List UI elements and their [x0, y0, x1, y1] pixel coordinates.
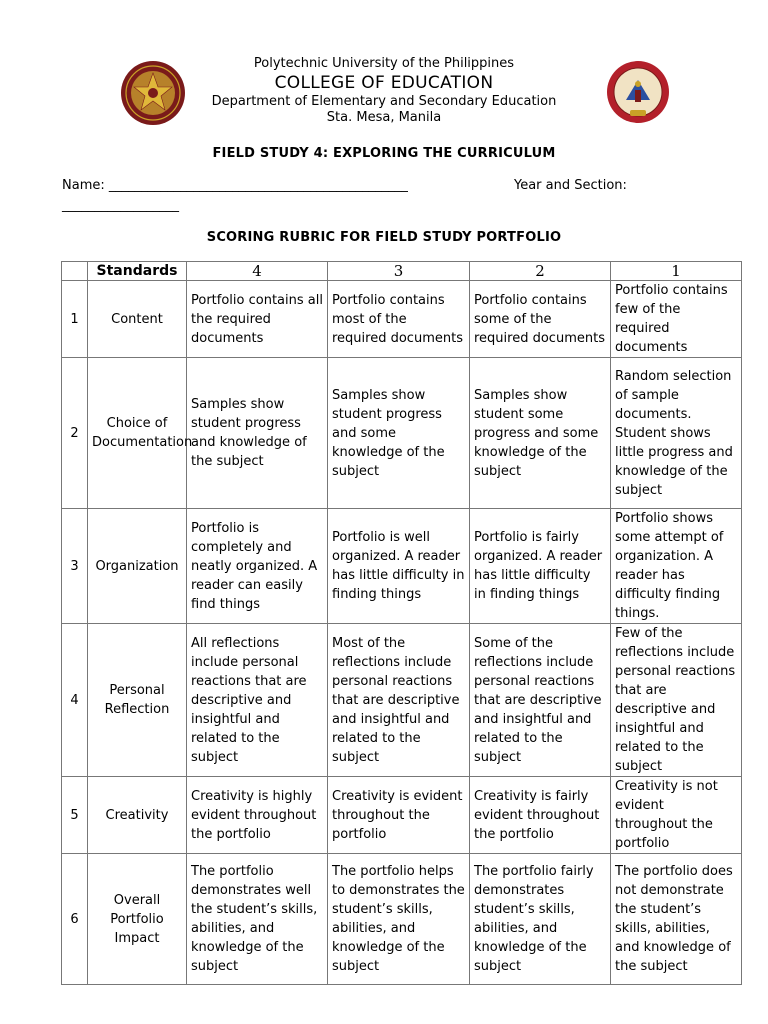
score-3-description: Most of the reflections include personal reactions that are descriptive and insightful and related to the subject: [328, 624, 470, 777]
year-section-blank: __________________: [62, 198, 179, 213]
score-3-description: Samples show student progress and some knowledge of the subject: [328, 358, 470, 509]
score-2-description: Portfolio contains some of the required documents: [470, 281, 611, 358]
score-1-description: Portfolio contains few of the required documents: [611, 281, 742, 358]
table-row: [62, 281, 742, 358]
scoring-rubric-table: [61, 261, 742, 985]
score-4-description: Portfolio is completely and neatly organized. A reader can easily find things: [187, 509, 328, 624]
document-title: FIELD STUDY 4: EXPLORING THE CURRICULUM: [212, 146, 556, 161]
department-name: Department of Elementary and Secondary Education: [211, 94, 557, 109]
table-row: [62, 854, 742, 985]
score-2-description: The portfolio fairly demonstrates student’s skills, abilities, and knowledge of the subject: [470, 854, 611, 985]
standard-label: Creativity: [88, 777, 187, 854]
standard-label: Personal Reflection: [88, 624, 187, 777]
standard-label: Overall Portfolio Impact: [88, 854, 187, 985]
header-number: [62, 262, 88, 281]
score-2-description: Creativity is fairly evident throughout the portfolio: [470, 777, 611, 854]
score-3-description: Creativity is evident throughout the portfolio: [328, 777, 470, 854]
score-1-description: Portfolio shows some attempt of organization. A reader has difficulty finding things.: [611, 509, 742, 624]
header-score-3: 3: [328, 262, 470, 281]
score-2-description: Samples show student some progress and some knowledge of the subject: [470, 358, 611, 509]
score-2-description: Portfolio is fairly organized. A reader has little difficulty in finding things: [470, 509, 611, 624]
rubric-title: SCORING RUBRIC FOR FIELD STUDY PORTFOLIO: [206, 230, 562, 245]
standard-label: Content: [88, 281, 187, 358]
score-1-description: Creativity is not evident throughout the portfolio: [611, 777, 742, 854]
score-4-description: Portfolio contains all the required documents: [187, 281, 328, 358]
header-score-2: 2: [470, 262, 611, 281]
score-1-description: The portfolio does not demonstrate the student’s skills, abilities, and knowledge of the subject: [611, 854, 742, 985]
college-name: COLLEGE OF EDUCATION: [274, 73, 494, 93]
row-number: 3: [62, 509, 88, 624]
table-row: [62, 358, 742, 509]
table-row: [62, 509, 742, 624]
standard-label: Choice of Documentation: [88, 358, 187, 509]
score-4-description: The portfolio demonstrates well the student’s skills, abilities, and knowledge of the subject: [187, 854, 328, 985]
header-score-4: 4: [187, 262, 328, 281]
score-1-description: Random selection of sample documents. Student shows little progress and knowledge of the subject: [611, 358, 742, 509]
header-score-1: 1: [611, 262, 742, 281]
table-header-row: [62, 262, 742, 281]
table-row: [62, 777, 742, 854]
score-4-description: Samples show student progress and knowledge of the subject: [187, 358, 328, 509]
row-number: 4: [62, 624, 88, 777]
standard-label: Organization: [88, 509, 187, 624]
year-section-label: Year and Section:: [514, 178, 627, 193]
score-2-description: Some of the reflections include personal reactions that are descriptive and insightful and related to the subject: [470, 624, 611, 777]
document-header: [0, 56, 768, 126]
row-number: 6: [62, 854, 88, 985]
header-standards: Standards: [88, 262, 187, 281]
location: Sta. Mesa, Manila: [326, 110, 442, 125]
score-3-description: Portfolio is well organized. A reader has little difficulty in finding things: [328, 509, 470, 624]
row-number: 1: [62, 281, 88, 358]
row-number: 5: [62, 777, 88, 854]
score-4-description: All reflections include personal reactions that are descriptive and insightful and related to the subject: [187, 624, 328, 777]
row-number: 2: [62, 358, 88, 509]
score-3-description: Portfolio contains most of the required documents: [328, 281, 470, 358]
score-3-description: The portfolio helps to demonstrates the student’s skills, abilities, and knowledge of the subject: [328, 854, 470, 985]
university-name: Polytechnic University of the Philippines: [253, 56, 515, 71]
score-4-description: Creativity is highly evident throughout the portfolio: [187, 777, 328, 854]
name-field-label: Name: ______________________________________________: [62, 178, 408, 193]
score-1-description: Few of the reflections include personal reactions that are descriptive and insightful and related to the subject: [611, 624, 742, 777]
table-row: [62, 624, 742, 777]
